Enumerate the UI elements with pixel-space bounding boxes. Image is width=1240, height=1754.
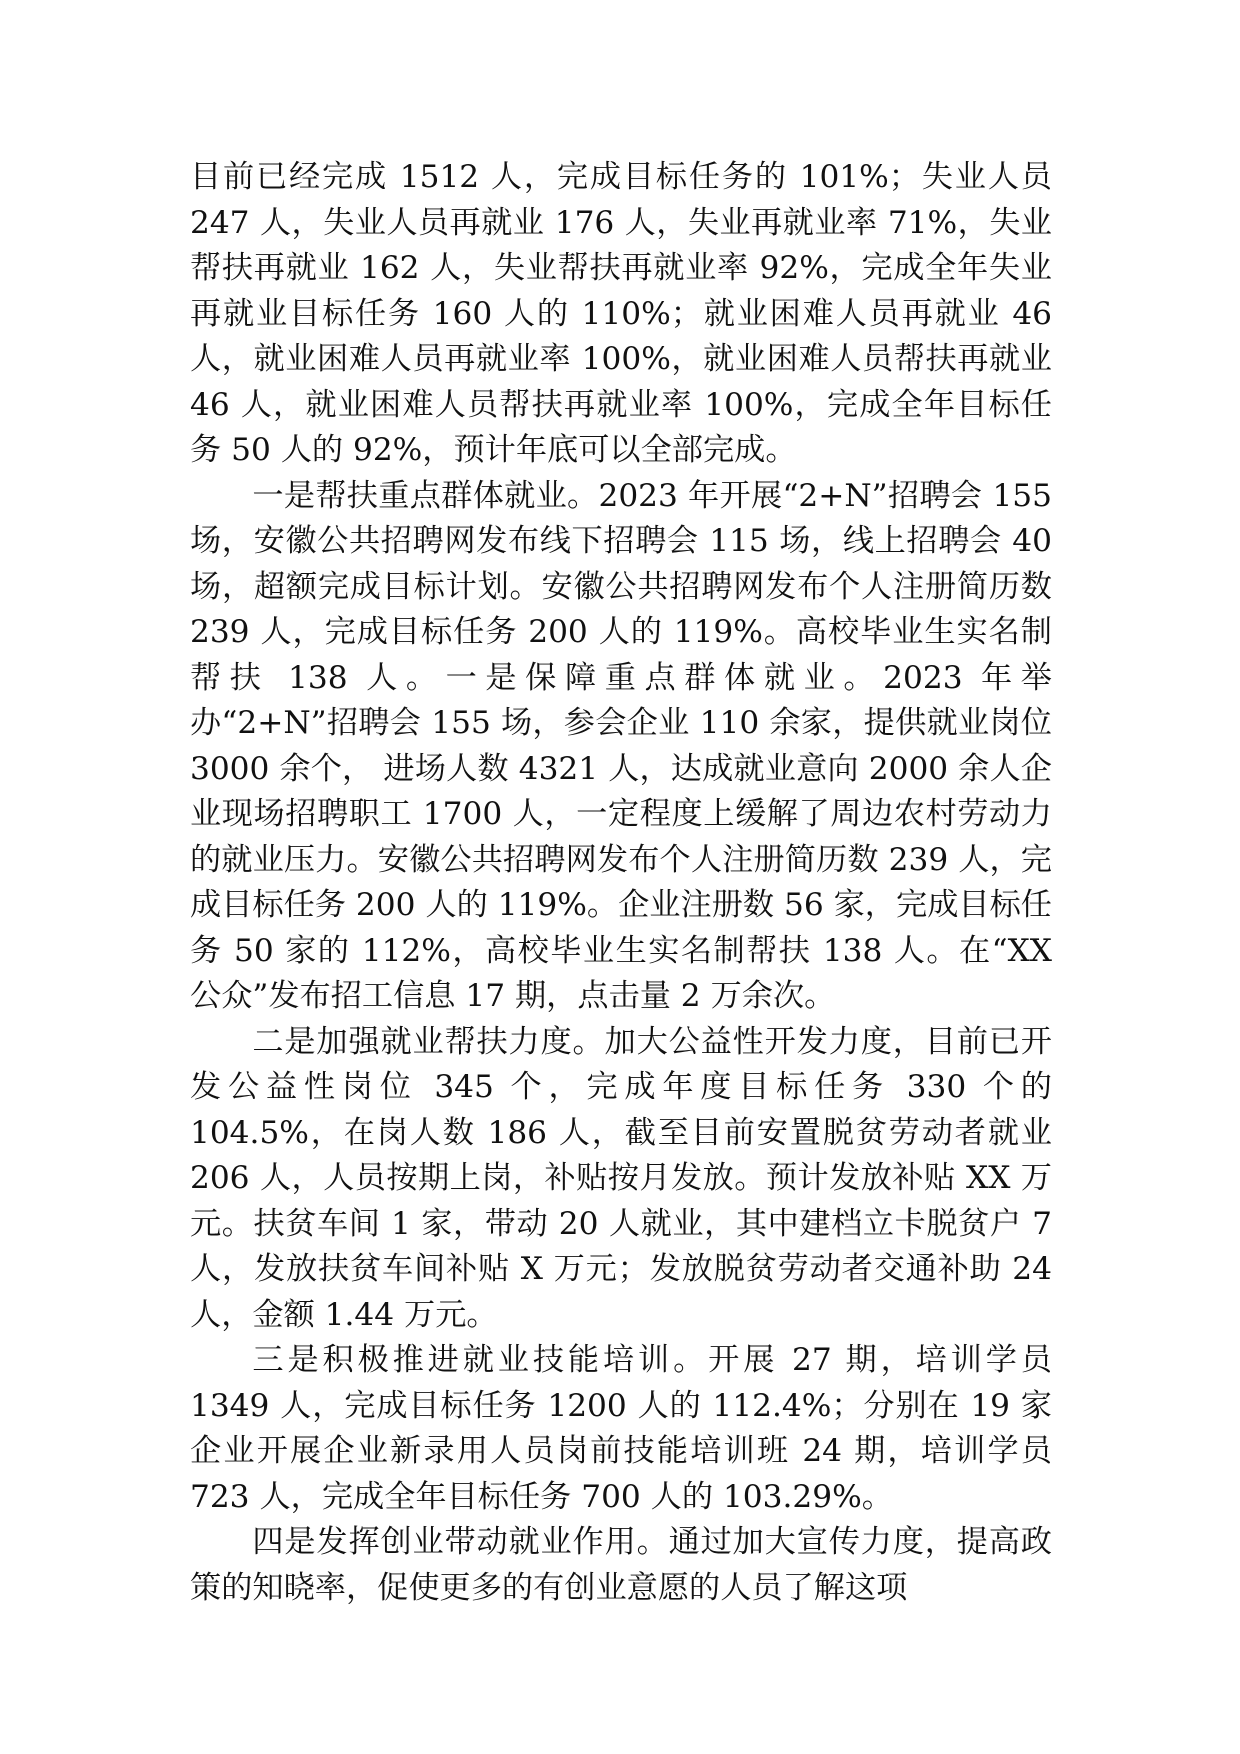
paragraph-skills-training: 三是积极推进就业技能培训。开展 27 期，培训学员 1349 人，完成目标任务 1200 人的 112.4%；分别在 19 家企业开展企业新录用人员岗前技能培训班 24 期，培训学员 723 人，完成全年目标任务 700 人的 103.29%。 [190,1342,1052,1515]
paragraph-key-groups: 一是帮扶重点群体就业。2023 年开展“2+N”招聘会 155 场，安徽公共招聘网发布线下招聘会 115 场，线上招聘会 40 场，超额完成目标计划。安徽公共招聘网发布个人注册简历数 239 人，完成目标任务 200 人的 119%。高校毕业生实名制帮扶 138 人。一是保障重点群体就业。2023 年举办“2+N”招聘会 155 场，参会企业 110 余家，提供就业岗位 3000 余个， 进场人数 4321 人，达成就业意向 2000 余人企业现场招聘职工 1700 人，一定程度上缓解了周边农村劳动力的就业压力。安徽公共招聘网发布个人注册简历数 239 人，完成目标任务 200 人的 119%。企业注册数 56 家，完成目标任务 50 家的 112%，高校毕业生实名制帮扶 138 人。在“XX 公众”发布招工信息 17 期，点击量 2 万余次。 [190,477,1052,1014]
paragraph-employment-summary: 目前已经完成 1512 人，完成目标任务的 101%；失业人员 247 人，失业人员再就业 176 人，失业再就业率 71%，失业帮扶再就业 162 人，失业帮扶再就业率 92%，完成全年失业再就业目标任务 160 人的 110%；就业困难人员再就业 46 人，就业困难人员再就业率 100%，就业困难人员帮扶再就业 46 人，就业困难人员帮扶再就业率 100%，完成全年目标任务 50 人的 92%，预计年底可以全部完成。 [190,159,1052,468]
document-body [190,155,1052,1611]
paragraph-entrepreneurship: 四是发挥创业带动就业作用。通过加大宣传力度，提高政策的知晓率，促使更多的有创业意愿的人员了解这项 [190,1524,1052,1606]
paragraph-employment-assistance: 二是加强就业帮扶力度。加大公益性开发力度，目前已开发公益性岗位 345 个，完成年度目标任务 330 个的 104.5%，在岗人数 186 人，截至目前安置脱贫劳动者就业 206 人，人员按期上岗，补贴按月发放。预计发放补贴 XX 万元。扶贫车间 1 家，带动 20 人就业，其中建档立卡脱贫户 7 人，发放扶贫车间补贴 X 万元；发放脱贫劳动者交通补助 24 人，金额 1.44 万元。 [190,1023,1052,1333]
